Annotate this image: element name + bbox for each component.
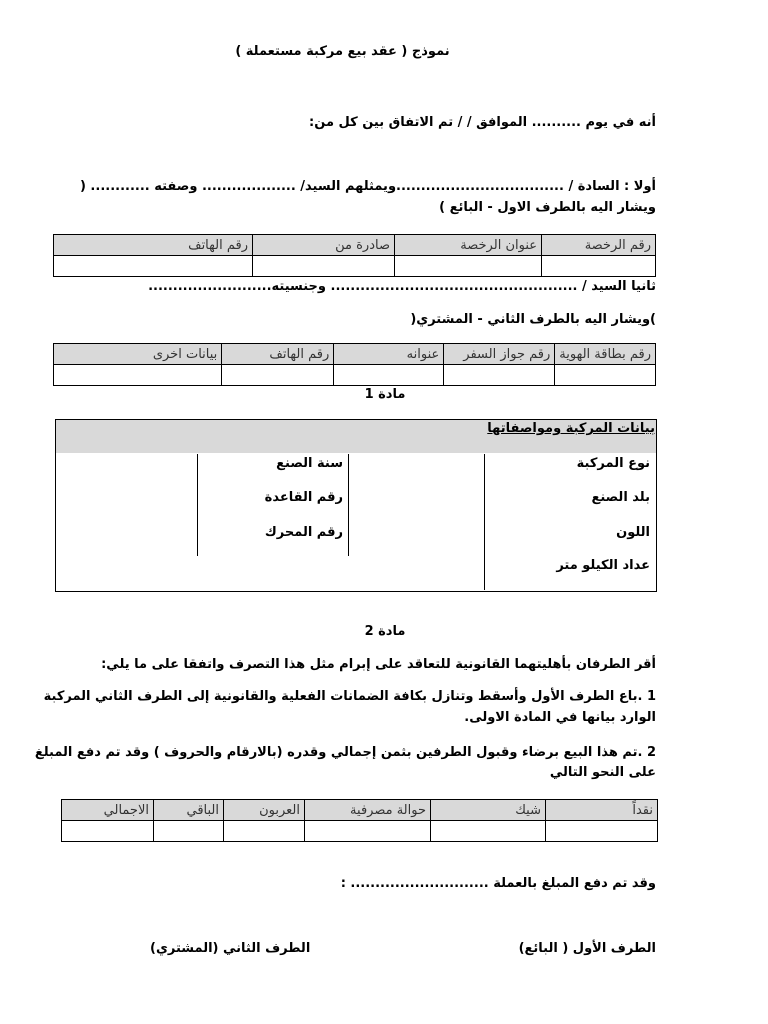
payment-table [61,799,658,842]
header-remaining: الباقي [154,800,224,821]
currency-line: وقد تم دفع المبلغ بالعملة ............................ : [340,876,656,891]
id-card-cell[interactable] [555,365,656,386]
chassis-number-label: رقم القاعدة [264,490,343,505]
phone-number-cell[interactable] [54,256,253,277]
header-cheque: شيك [431,800,546,821]
first-party-signature: الطرف الأول ( البائع) [518,941,656,956]
phone-cell[interactable] [222,365,334,386]
vehicle-column-divider-4 [484,555,485,590]
first-party-table [53,234,656,277]
vehicle-type-label: نوع المركبة [576,456,650,471]
page-title: نموذج ( عقد بيع مركبة مستعملة ) [235,44,450,59]
cash-cell[interactable] [546,821,658,842]
remaining-cell[interactable] [154,821,224,842]
intro-line: أنه في يوم .......... الموافق / / تم الاتفاق بين كل من: [309,115,656,130]
manufacture-year-label: سنة الصنع [276,456,343,471]
issued-from-cell[interactable] [253,256,395,277]
second-party-table [53,343,656,386]
header-total: الاجمالي [62,800,154,821]
second-party-designation: )ويشار اليه بالطرف الثاني - المشتري( [410,312,656,327]
clause-2-line-2: على النحو التالي [549,765,656,780]
header-passport: رقم جواز السفر [444,344,555,365]
header-cash: نقداً [546,800,658,821]
bank-transfer-cell[interactable] [305,821,431,842]
vehicle-column-divider-2 [348,454,349,556]
license-address-cell[interactable] [395,256,542,277]
color-label: اللون [616,525,650,540]
vehicle-column-divider-1 [484,454,485,556]
deposit-cell[interactable] [224,821,305,842]
second-party-line: ثانيا السيد / .................................................. وجنسيته......................... [148,279,656,294]
article-2-intro: أقر الطرفان بأهليتهما القانونية للتعاقد على إبرام مثل هذا التصرف واتفقا على ما يلي: [101,657,656,672]
first-party-designation: ويشار اليه بالطرف الاول - البائع ) [439,200,656,215]
engine-number-label: رقم المحرك [264,525,343,540]
header-issued-from: صادرة من [253,235,395,256]
total-cell[interactable] [62,821,154,842]
first-party-line: أولا : السادة / ..................................ويمثلهم السيد/ ................... وصفته ............ ( [79,179,656,194]
second-party-signature: الطرف الثاني (المشتري) [150,941,311,956]
clause-1-line-1: 1 .باع الطرف الأول وأسقط وتنازل بكافة الضمانات الفعلية والقانونية إلى الطرف الثاني المركبة [43,689,656,704]
cheque-cell[interactable] [431,821,546,842]
header-other-data: بيانات اخرى [54,344,222,365]
address-cell[interactable] [334,365,444,386]
header-license-address: عنوان الرخصة [395,235,542,256]
clause-2-line-1: 2 .تم هذا البيع برضاء وقبول الطرفين بثمن إجمالي وقدره (بالارقام والحروف ) وقد تم دفع المبلغ [34,745,656,760]
header-id-card: رقم بطاقة الهوية [555,344,656,365]
vehicle-column-divider-3 [197,454,198,556]
header-phone: رقم الهاتف [222,344,334,365]
article-1-title: مادة 1 [364,387,406,402]
other-data-cell[interactable] [54,365,222,386]
header-license-number: رقم الرخصة [542,235,656,256]
header-deposit: العربون [224,800,305,821]
odometer-label: عداد الكيلو متر [556,558,650,573]
passport-cell[interactable] [444,365,555,386]
license-number-cell[interactable] [542,256,656,277]
vehicle-data-header: بيانات المركبة ومواصفاتها [487,421,655,436]
header-phone-number: رقم الهاتف [54,235,253,256]
header-bank-transfer: حوالة مصرفية [305,800,431,821]
clause-1-line-2: الوارد بيانها في المادة الاولى. [464,710,656,725]
article-2-title: مادة 2 [364,624,406,639]
header-address: عنوانه [334,344,444,365]
country-of-manufacture-label: بلد الصنع [591,490,650,505]
